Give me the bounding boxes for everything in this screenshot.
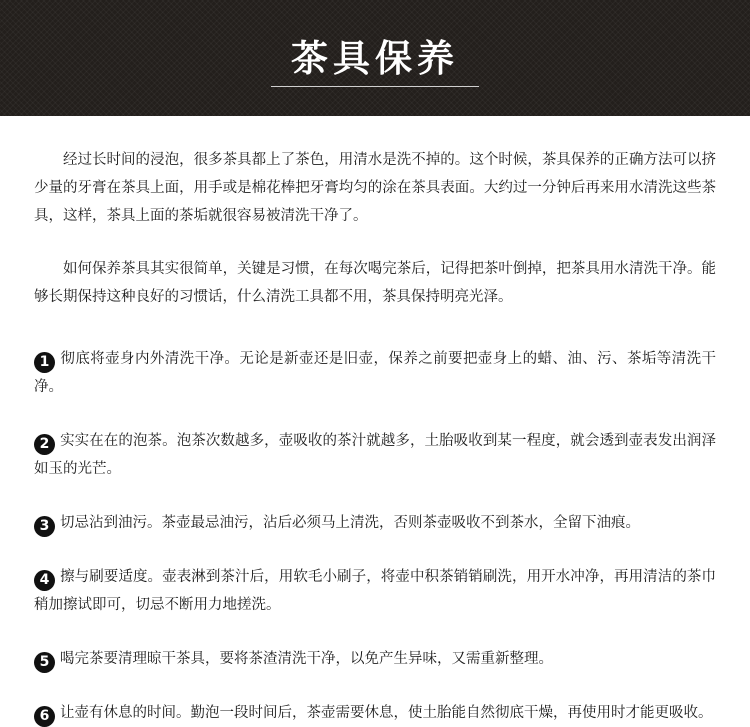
intro-paragraph-2: 如何保养茶具其实很简单，关键是习惯，在每次喝完茶后，记得把茶叶倒掉，把茶具用水清洗干净。能够长期保持这种良好的习惯话，什么清洗工具都不用，茶具保持明亮光泽。 bbox=[34, 261, 716, 305]
list-item bbox=[34, 563, 716, 619]
number-badge-1: 1 bbox=[34, 352, 55, 373]
header-banner bbox=[0, 0, 750, 116]
list-item-text: 实实在在的泡茶。泡茶次数越多，壶吸收的茶汁就越多，土胎吸收到某一程度，就会透到壶表发出润泽如玉的光芒。 bbox=[34, 433, 716, 477]
number-badge-5: 5 bbox=[34, 652, 55, 673]
title-underline bbox=[271, 86, 479, 87]
list-item-text: 彻底将壶身内外清洗干净。无论是新壶还是旧壶，保养之前要把壶身上的蜡、油、污、茶垢等清洗干净。 bbox=[34, 351, 716, 395]
list-item bbox=[34, 427, 716, 483]
list-item bbox=[34, 699, 716, 727]
list-item bbox=[34, 345, 716, 401]
article-body bbox=[34, 146, 716, 727]
number-badge-6: 6 bbox=[34, 706, 55, 727]
list-item bbox=[34, 509, 716, 537]
intro-paragraph-1: 经过长时间的浸泡，很多茶具都上了茶色，用清水是洗不掉的。这个时候，茶具保养的正确方法可以挤少量的牙膏在茶具上面，用手或是棉花棒把牙膏均匀的涂在茶具表面。大约过一分钟后再来用水清洗这些茶具，这样，茶具上面的茶垢就很容易被清洗干净了。 bbox=[34, 152, 716, 224]
list-item-text: 喝完茶要清理晾干茶具，要将茶渣清洗干净，以免产生异味，又需重新整理。 bbox=[60, 651, 553, 667]
number-badge-3: 3 bbox=[34, 516, 55, 537]
list-item bbox=[34, 645, 716, 673]
number-badge-4: 4 bbox=[34, 570, 55, 591]
page-title: 茶具保养 bbox=[291, 36, 459, 80]
number-badge-2: 2 bbox=[34, 434, 55, 455]
list-item-text: 擦与刷要适度。壶表淋到茶汁后，用软毛小刷子，将壶中积茶销销刷洗，用开水冲净，再用清洁的茶巾稍加擦试即可，切忌不断用力地搓洗。 bbox=[34, 569, 716, 613]
list-item-text: 让壶有休息的时间。勤泡一段时间后，茶壶需要休息，使土胎能自然彻底干燥，再使用时才能更吸收。 bbox=[60, 705, 713, 721]
list-item-text: 切忌沾到油污。茶壶最忌油污，沾后必须马上清洗，否则茶壶吸收不到茶水，全留下油痕。 bbox=[60, 515, 640, 531]
